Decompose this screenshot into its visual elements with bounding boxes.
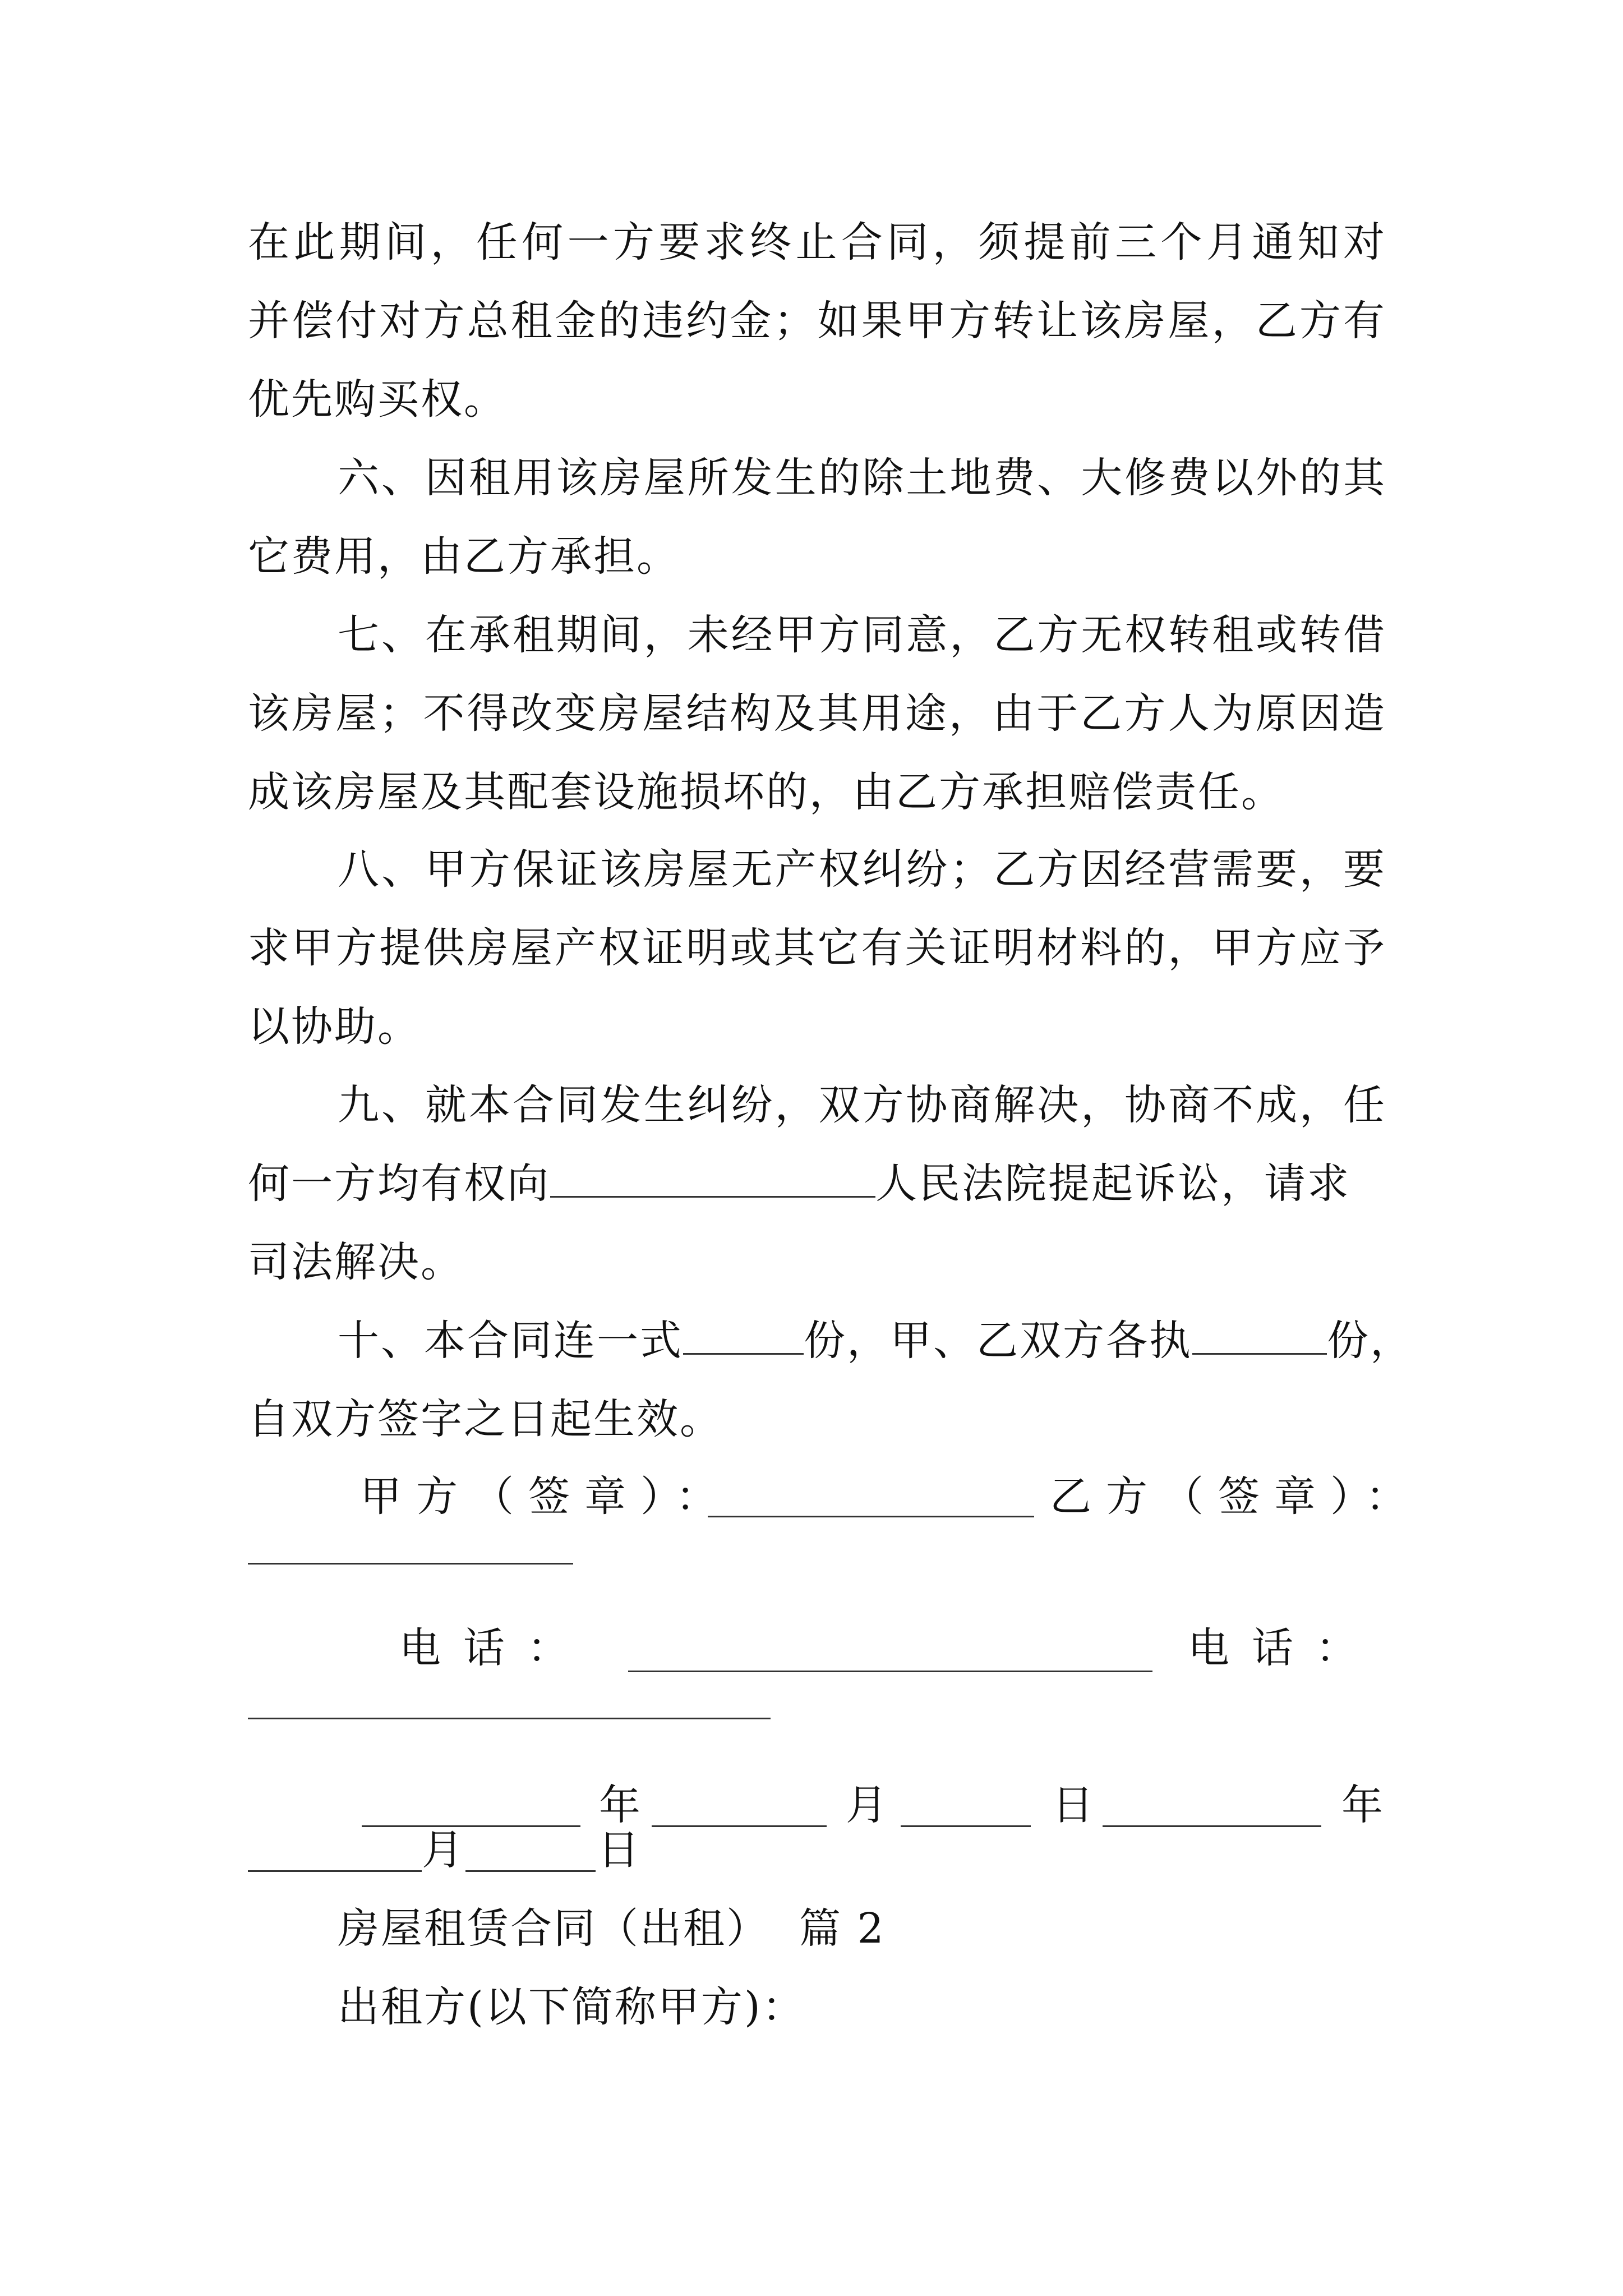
paragraph-line: 以协助。 bbox=[248, 1002, 421, 1051]
date-a-month-label: 月 bbox=[846, 1781, 887, 1829]
phone-b-label: 电话： bbox=[1188, 1624, 1380, 1672]
date-b-day-label: 日 bbox=[598, 1826, 639, 1874]
paragraph-text: 份，甲、乙双方各执 bbox=[804, 1317, 1192, 1365]
date-a-month-blank[interactable] bbox=[652, 1825, 827, 1827]
court-name-blank[interactable] bbox=[550, 1157, 875, 1198]
phone-a-label: 电话： bbox=[399, 1624, 591, 1672]
date-a-day-blank[interactable] bbox=[901, 1825, 1031, 1827]
party-b-sign-blank[interactable] bbox=[248, 1563, 573, 1565]
phone-b-blank[interactable] bbox=[248, 1718, 771, 1719]
paragraph-line-with-blank bbox=[248, 1156, 1386, 1212]
date-b-month-label: 月 bbox=[422, 1826, 463, 1874]
paragraph-line: 九、就本合同发生纠纷，双方协商解决，协商不成，任 bbox=[338, 1081, 1386, 1129]
date-a-day-label: 日 bbox=[1052, 1781, 1094, 1829]
paragraph-line: 司法解决。 bbox=[248, 1238, 464, 1286]
party-a-sign-label: 甲方（签章）： bbox=[360, 1473, 732, 1521]
paragraph-line: 求甲方提供房屋产权证明或其它有关证明材料的，甲方应予 bbox=[248, 924, 1386, 972]
party-b-sign-label: 乙方（签章）： bbox=[1050, 1473, 1422, 1521]
paragraph-text: 份， bbox=[1327, 1317, 1413, 1365]
paragraph-line: 七、在承租期间，未经甲方同意，乙方无权转租或转借 bbox=[338, 611, 1386, 659]
date-b-year-label: 年 bbox=[1341, 1781, 1383, 1829]
paragraph-line: 自双方签字之日起生效。 bbox=[248, 1395, 723, 1443]
date-a-year-blank[interactable] bbox=[362, 1825, 580, 1827]
party-a-sign-blank[interactable] bbox=[708, 1516, 1034, 1517]
copies-each-blank[interactable] bbox=[1192, 1314, 1327, 1355]
phone-a-blank[interactable] bbox=[628, 1671, 1152, 1672]
paragraph-line: 在此期间，任何一方要求终止合同，须提前三个月通知对 bbox=[248, 218, 1386, 266]
paragraph-line: 并偿付对方总租金的违约金；如果甲方转让该房屋，乙方有 bbox=[248, 297, 1386, 345]
paragraph-text: 何一方均有权向 bbox=[248, 1159, 550, 1208]
date-b-month-blank[interactable] bbox=[248, 1870, 422, 1872]
paragraph-line: 优先购买权。 bbox=[248, 375, 507, 424]
copies-total-blank[interactable] bbox=[683, 1314, 804, 1355]
paragraph-line: 六、因租用该房屋所发生的除土地费、大修费以外的其 bbox=[338, 454, 1386, 502]
paragraph-text: 人民法院提起诉讼，请求 bbox=[875, 1159, 1350, 1208]
paragraph-line: 成该房屋及其配套设施损坏的，由乙方承担赔偿责任。 bbox=[248, 768, 1284, 816]
lessor-label: 出租方(以下简称甲方)： bbox=[338, 1983, 805, 2031]
date-a-year-label: 年 bbox=[599, 1781, 640, 1829]
paragraph-line: 八、甲方保证该房屋无产权纠纷；乙方因经营需要，要 bbox=[338, 845, 1386, 894]
section-title: 房屋租赁合同（出租） 篇 2 bbox=[338, 1904, 886, 1953]
paragraph-line-with-blanks bbox=[338, 1313, 1413, 1369]
paragraph-line: 该房屋；不得改变房屋结构及其用途，由于乙方人为原因造 bbox=[248, 689, 1386, 738]
date-b-day-blank[interactable] bbox=[465, 1870, 596, 1872]
date-b-year-blank[interactable] bbox=[1103, 1825, 1321, 1827]
paragraph-line: 它费用，由乙方承担。 bbox=[248, 532, 680, 581]
paragraph-text: 十、本合同连一式 bbox=[338, 1317, 683, 1365]
